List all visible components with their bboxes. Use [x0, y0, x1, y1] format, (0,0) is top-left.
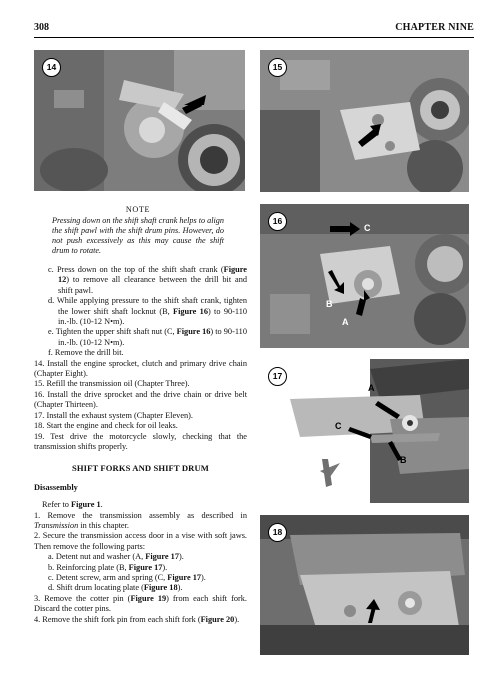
section-step-4: 4. Remove the shift fork pin from each shift fork (Figure 20). [34, 614, 240, 624]
step-19: 19. Test drive the motorcycle slowly, checking that the transmission shifts properly. [34, 431, 247, 451]
section-step-2d: d. Shift drum locating plate (Figure 18). [48, 583, 183, 593]
figure-15-image [260, 50, 469, 192]
figure-17-callout-c: C [335, 421, 342, 431]
subsection-heading: Disassembly [34, 482, 78, 492]
page-number: 308 [34, 22, 49, 33]
figure-16-callout-b: B [326, 299, 333, 309]
figure-14-number: 14 [42, 58, 61, 77]
note-heading: NOTE [125, 205, 151, 214]
figure-14-photo [34, 50, 245, 191]
figure-18-photo [260, 515, 469, 655]
figure-16-callout-c: C [364, 223, 371, 233]
section-step-2c: c. Detent screw, arm and spring (C, Figure 17). [48, 572, 206, 582]
figure-18-number: 18 [268, 523, 287, 542]
section-heading: SHIFT FORKS AND SHIFT DRUM [72, 463, 209, 474]
figure-17-image [260, 359, 469, 503]
chapter-title: CHAPTER NINE [395, 22, 474, 33]
step-18: 18. Start the engine and check for oil leaks. [34, 421, 178, 431]
figure-17-callout-a: A [368, 383, 375, 393]
step-d: d. While applying pressure to the shift shaft crank, tighten the lower shift shaft locknut (B, Figure 16) to 90-110 in.-lb. (10-12 N•m). [48, 296, 248, 327]
figure-16-number: 16 [268, 212, 287, 231]
figure-15-photo [260, 50, 469, 192]
step-f: f. Remove the drill bit. [48, 348, 124, 358]
note-block [52, 205, 224, 256]
section-step-2a: a. Detent nut and washer (A, Figure 17). [48, 552, 184, 562]
section-step-2: 2. Secure the transmission access door in a vise with soft jaws. Then remove the following parts: [34, 531, 247, 551]
refer-line: Refer to Figure 1. [42, 500, 103, 510]
main-text-column [34, 265, 247, 625]
step-16: 16. Install the drive sprocket and the drive chain or drive belt (Chapter Thirteen). [34, 389, 247, 410]
step-14: 14. Install the engine sprocket, clutch and primary drive chain (Chapter Eight). [34, 358, 247, 379]
figure-17-callout-b: B [400, 455, 407, 465]
step-e: e. Tighten the upper shift shaft nut (C, Figure 16) to 90-110 in.-lb. (10-12 N•m). [48, 327, 247, 347]
step-17: 17. Install the exhaust system (Chapter Eleven). [34, 410, 193, 420]
step-c: c. Press down on the top of the shift shaft crank (Figure 12) to remove all clearance between the drill bit and shift pawl. [48, 265, 247, 295]
section-step-2b: b. Reinforcing plate (B, Figure 17). [48, 562, 168, 572]
section-step-3: 3. Remove the cotter pin (Figure 19) from each shift fork. Discard the cotter pins. [34, 593, 247, 614]
header-rule [34, 37, 474, 38]
section-step-1: 1. Remove the transmission assembly as described in Transmission in this chapter. [34, 510, 247, 530]
figure-17-photo [260, 359, 469, 503]
figure-17-number: 17 [268, 367, 287, 386]
figure-18-image [260, 515, 469, 655]
figure-16-photo [260, 204, 469, 348]
page-header [34, 22, 474, 36]
note-text: Pressing down on the shift shaft crank helps to align the shift pawl with the shift drum pins. However, do not push excessively as this may cause the shift drum to rotate. [52, 216, 224, 255]
figure-15-number: 15 [268, 58, 287, 77]
figure-14-image [34, 50, 245, 191]
step-15: 15. Refill the transmission oil (Chapter Three). [34, 379, 190, 389]
figure-16-callout-a: A [342, 317, 349, 327]
